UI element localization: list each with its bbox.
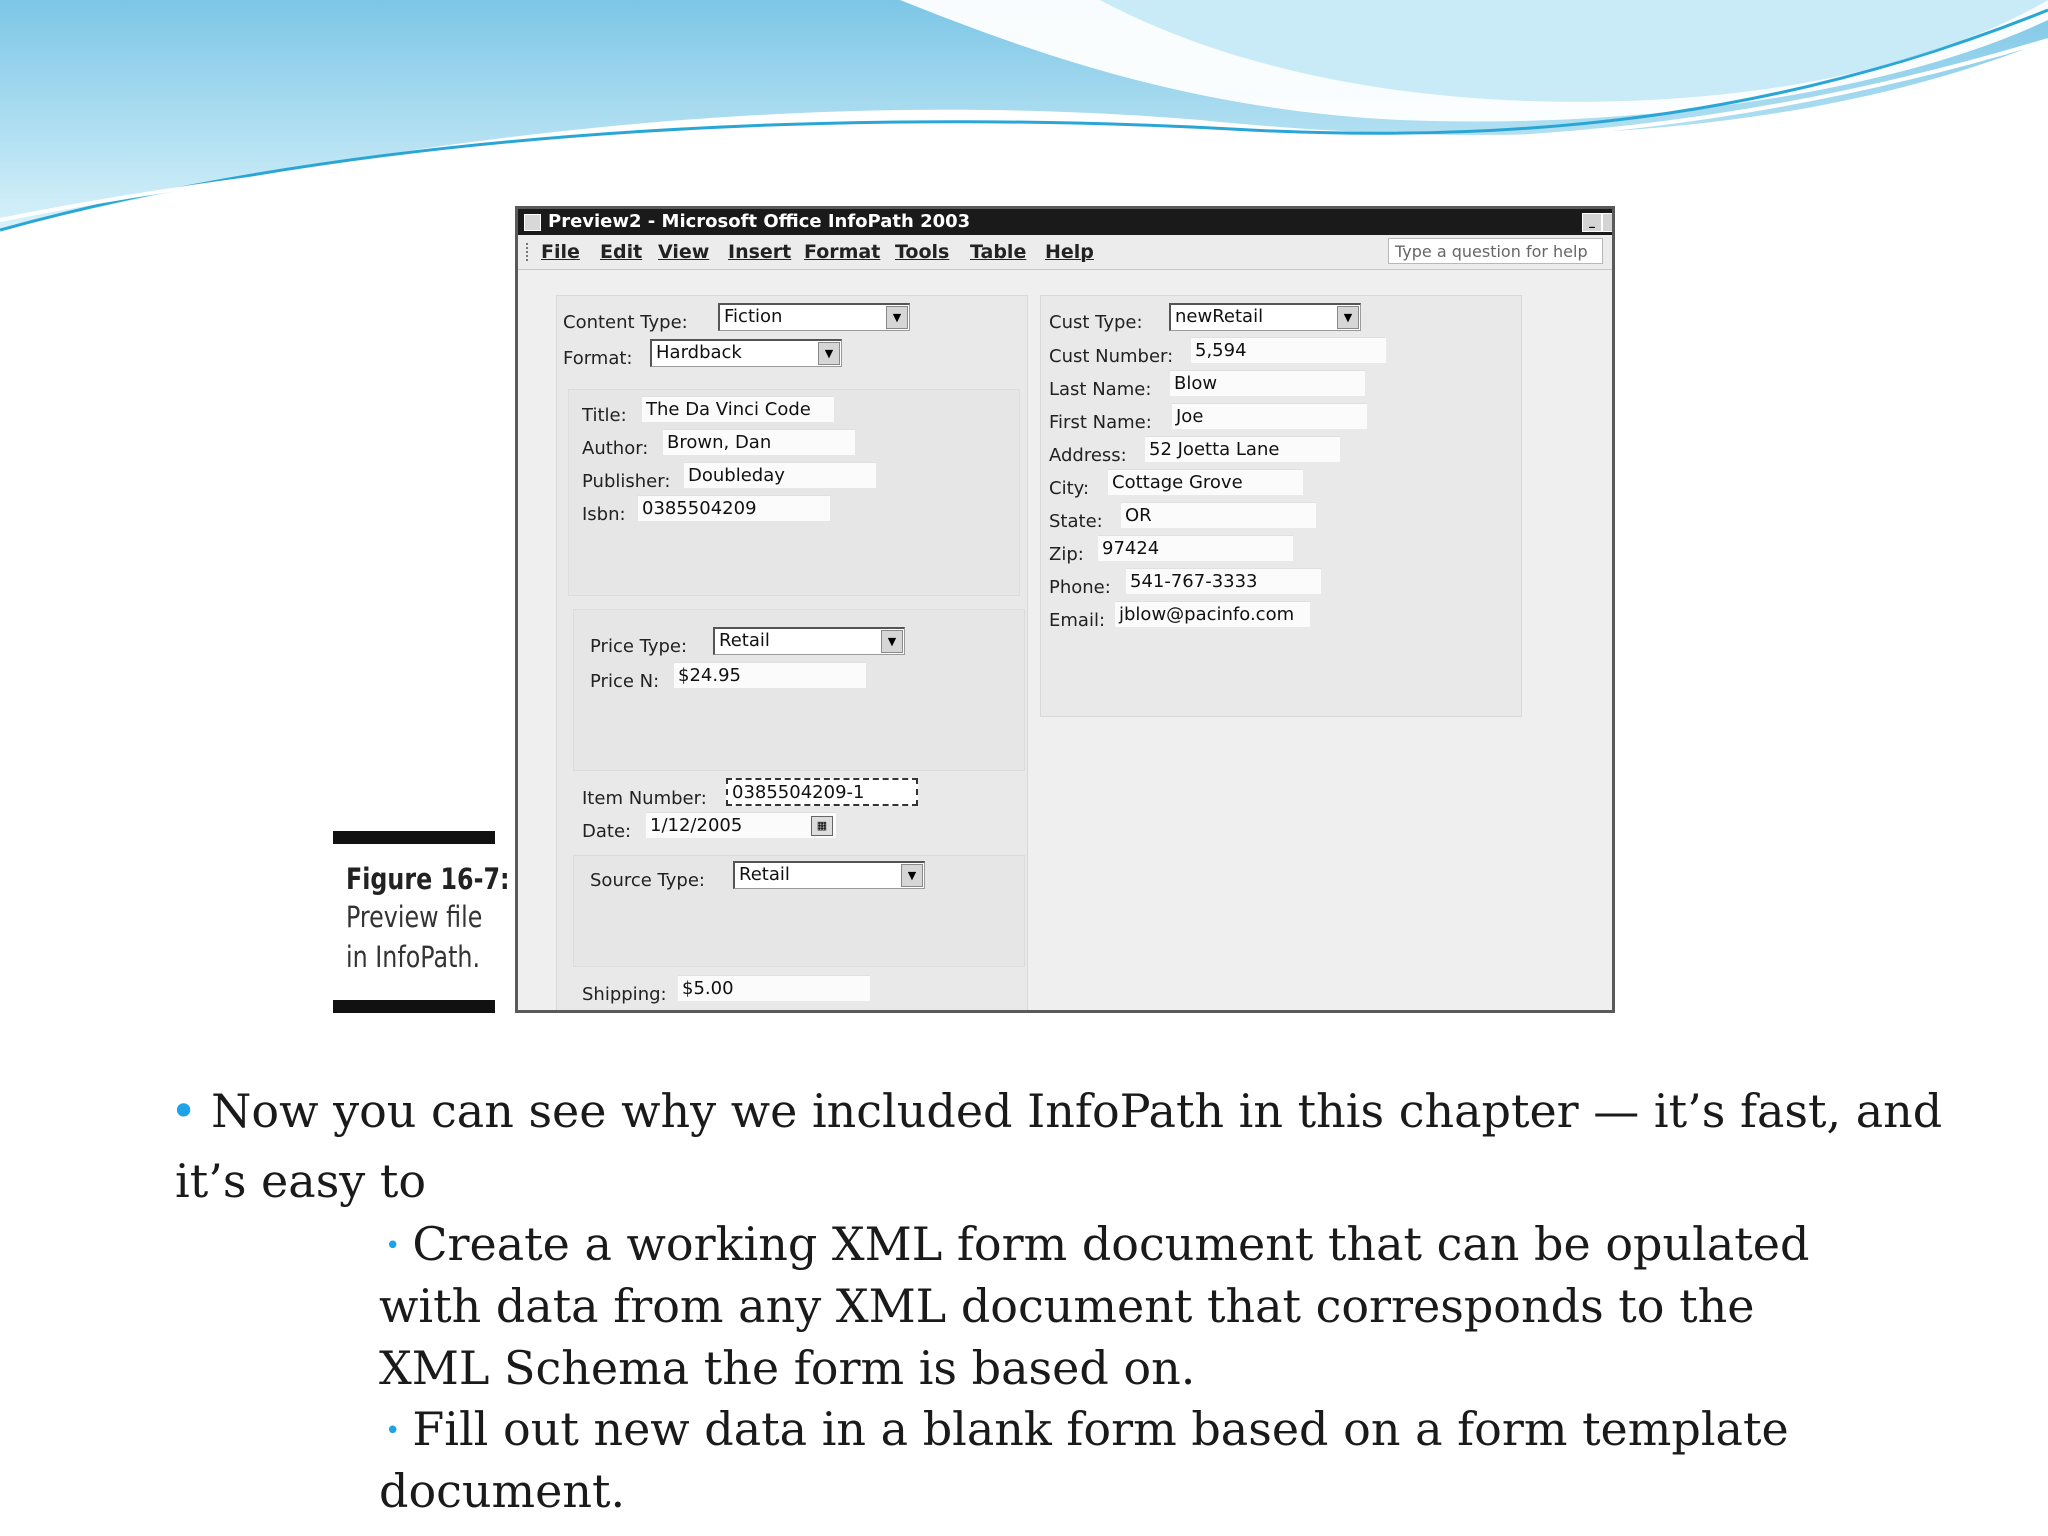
cust-number-label: Cust Number: xyxy=(1049,346,1174,367)
header-wave-banner xyxy=(0,0,2048,240)
menu-format[interactable]: Format xyxy=(804,241,881,263)
cust-type-select[interactable] xyxy=(1169,303,1361,331)
sub-bullet-1-line-3: XML Schema the form is based on. xyxy=(379,1341,1196,1395)
sub-bullet-dot-icon: • xyxy=(385,1416,401,1446)
cust-number-field[interactable]: 5,594 xyxy=(1191,337,1386,363)
email-label: Email: xyxy=(1049,610,1106,631)
source-type-label: Source Type: xyxy=(590,870,705,891)
figure-caption-title: Figure 16-7: xyxy=(346,862,510,896)
window-title: Preview2 - Microsoft Office InfoPath 2003 xyxy=(548,211,971,232)
price-type-label: Price Type: xyxy=(590,636,688,657)
item-number-field[interactable]: 0385504209-1 xyxy=(726,778,918,806)
date-field[interactable]: 1/12/2005 xyxy=(646,812,836,838)
city-field[interactable]: Cottage Grove xyxy=(1108,469,1303,495)
price-type-value: Retail xyxy=(719,630,770,651)
chevron-down-icon[interactable]: ▼ xyxy=(1337,306,1359,329)
publisher-label: Publisher: xyxy=(582,471,671,492)
phone-label: Phone: xyxy=(1049,577,1111,598)
menu-tools[interactable]: Tools xyxy=(895,241,950,263)
content-type-label: Content Type: xyxy=(563,312,688,333)
title-field[interactable]: The Da Vinci Code xyxy=(642,396,834,422)
sub-bullet-1-text-1: Create a working XML form document that can be opulated xyxy=(412,1217,1810,1271)
format-label: Format: xyxy=(563,348,633,369)
source-type-select[interactable] xyxy=(733,861,925,889)
sub-bullet-1-line-1 xyxy=(385,1213,1809,1277)
minimize-button[interactable]: _ xyxy=(1582,213,1602,232)
address-field[interactable]: 52 Joetta Lane xyxy=(1145,436,1340,462)
menu-edit[interactable]: Edit xyxy=(600,241,643,263)
zip-field[interactable]: 97424 xyxy=(1098,535,1293,561)
cust-type-value: newRetail xyxy=(1175,306,1264,327)
caption-bottom-rule xyxy=(333,1000,495,1013)
city-label: City: xyxy=(1049,478,1090,499)
toolbar-grip-icon xyxy=(526,243,531,261)
cust-type-label: Cust Type: xyxy=(1049,312,1143,333)
title-label: Title: xyxy=(582,405,627,426)
price-n-field[interactable]: $24.95 xyxy=(674,662,866,688)
last-name-field[interactable]: Blow xyxy=(1170,370,1365,396)
menu-bar xyxy=(518,235,1612,270)
format-value: Hardback xyxy=(656,342,742,363)
bullet-main-line-1 xyxy=(170,1080,1942,1142)
isbn-label: Isbn: xyxy=(582,504,626,525)
chevron-down-icon[interactable]: ▼ xyxy=(886,306,908,329)
figure-caption-line-1: Preview file xyxy=(346,900,483,934)
sub-bullet-2-line-2: document. xyxy=(379,1464,626,1518)
app-icon xyxy=(524,214,541,231)
sub-bullet-2-line-1 xyxy=(385,1398,1789,1462)
menu-view[interactable]: View xyxy=(658,241,710,263)
title-bar xyxy=(518,209,1612,235)
first-name-label: First Name: xyxy=(1049,412,1152,433)
bullet-dot-icon: • xyxy=(170,1084,198,1138)
sub-bullet-2-text-1: Fill out new data in a blank form based on a form template xyxy=(412,1402,1789,1456)
shipping-field[interactable]: $5.00 xyxy=(678,975,870,1001)
menu-insert[interactable]: Insert xyxy=(728,241,792,263)
source-type-value: Retail xyxy=(739,864,790,885)
chevron-down-icon[interactable]: ▼ xyxy=(881,630,903,653)
price-n-label: Price N: xyxy=(590,671,660,692)
bullet-main-line-2: it’s easy to xyxy=(175,1154,427,1208)
chevron-down-icon[interactable]: ▼ xyxy=(901,864,923,887)
sub-bullet-1-line-2: with data from any XML document that corresponds to the xyxy=(379,1279,1755,1333)
figure-caption-line-2: in InfoPath. xyxy=(346,940,481,974)
first-name-field[interactable]: Joe xyxy=(1172,403,1367,429)
bullet-main-text-1: Now you can see why we included InfoPath in this chapter — it’s fast, and xyxy=(211,1084,1943,1138)
author-label: Author: xyxy=(582,438,649,459)
author-field[interactable]: Brown, Dan xyxy=(663,429,855,455)
help-question-input[interactable]: Type a question for help xyxy=(1388,238,1603,264)
caption-top-rule xyxy=(333,831,495,844)
sub-bullet-dot-icon: • xyxy=(385,1231,401,1261)
publisher-field[interactable]: Doubleday xyxy=(684,462,876,488)
item-number-label: Item Number: xyxy=(582,788,707,809)
menu-table[interactable]: Table xyxy=(970,241,1027,263)
menu-help[interactable]: Help xyxy=(1045,241,1094,263)
price-type-select[interactable] xyxy=(713,627,905,655)
date-label: Date: xyxy=(582,821,632,842)
infopath-window xyxy=(515,206,1615,1013)
shipping-label: Shipping: xyxy=(582,984,667,1005)
restore-button[interactable] xyxy=(1602,213,1615,232)
calendar-icon[interactable]: ▦ xyxy=(811,816,833,836)
state-field[interactable]: OR xyxy=(1121,502,1316,528)
chevron-down-icon[interactable]: ▼ xyxy=(818,342,840,365)
content-type-value: Fiction xyxy=(724,306,783,327)
format-select[interactable] xyxy=(650,339,842,367)
isbn-field[interactable]: 0385504209 xyxy=(638,495,830,521)
email-field[interactable]: jblow@pacinfo.com xyxy=(1115,601,1310,627)
address-label: Address: xyxy=(1049,445,1127,466)
zip-label: Zip: xyxy=(1049,544,1084,565)
last-name-label: Last Name: xyxy=(1049,379,1152,400)
content-type-select[interactable] xyxy=(718,303,910,331)
state-label: State: xyxy=(1049,511,1103,532)
menu-file[interactable]: File xyxy=(541,241,580,263)
phone-field[interactable]: 541-767-3333 xyxy=(1126,568,1321,594)
